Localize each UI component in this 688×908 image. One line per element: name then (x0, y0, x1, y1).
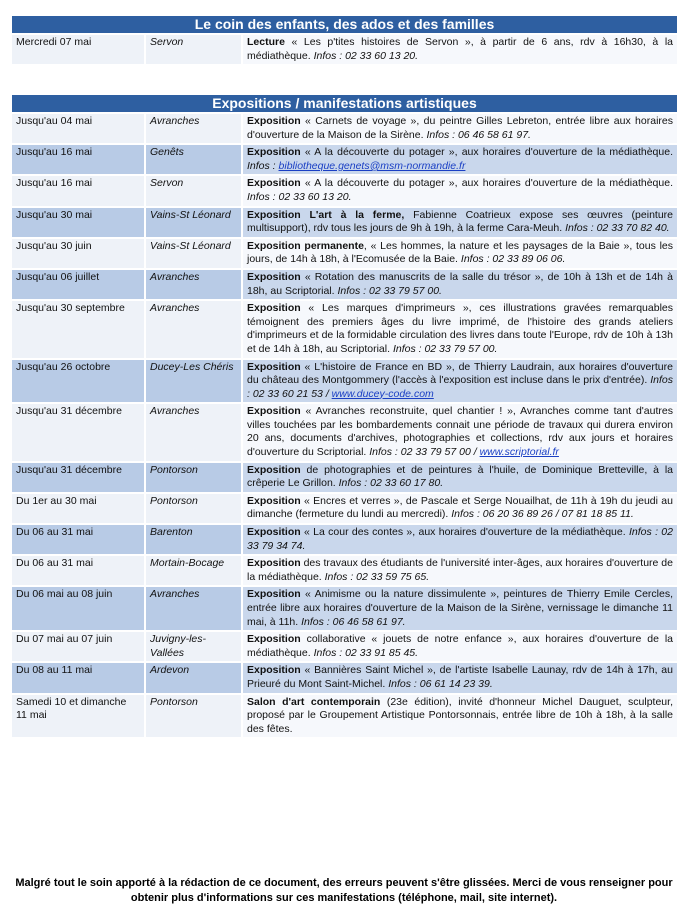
event-type: Exposition (247, 633, 301, 646)
table-row (12, 663, 677, 692)
event-place: Mortain-Bocage (144, 556, 241, 585)
kids-section-title: Le coin des enfants, des ados et des familles (12, 16, 677, 35)
event-contact-info: Infos : 06 46 58 61 97. (301, 615, 406, 628)
event-place: Ducey-Les Chéris (144, 360, 241, 403)
event-date: Jusqu'au 30 septembre (12, 301, 144, 357)
table-row (12, 239, 677, 268)
event-date: Mercredi 07 mai (12, 35, 144, 64)
event-details: « L'histoire de France en BD », de Thierry Laudrain, aux horaires d'ouverture du château des Montgommery (l'accès à l'exposition est incluse dans le prix d'entrée). (247, 360, 673, 387)
event-details: « Les marques d'imprimeurs », ces illustrations gravées remarquables témoignent des premiers âges du livre imprimé, de l'histoire des grands ateliers d'imprimeurs et de la formidable circulation des livres dans toute l'Europe, rdv de 10h à 13h et de 14h à 18h, au Scriptorial. (247, 302, 673, 355)
event-date: Du 07 mai au 07 juin (12, 632, 144, 661)
event-place: Avranches (144, 114, 241, 143)
event-type: Exposition (247, 463, 301, 476)
event-place: Avranches (144, 587, 241, 630)
event-description (241, 35, 677, 64)
event-place: Avranches (144, 301, 241, 357)
kids-section (12, 16, 677, 66)
event-place: Pontorson (144, 695, 241, 738)
event-date: Du 06 au 31 mai (12, 525, 144, 554)
event-date: Du 1er au 30 mai (12, 494, 144, 523)
event-date: Samedi 10 et dimanche 11 mai (12, 695, 144, 738)
kids-table (12, 33, 677, 66)
event-details: Fabienne Coatrieux expose ses œuvres (peinture multisupport), rdv tous les jours de 9h à 19h, à la ferme Cara-Meuh. (247, 208, 673, 235)
event-date: Du 08 au 11 mai (12, 663, 144, 692)
event-type: Exposition (247, 664, 301, 677)
event-description (241, 695, 677, 738)
event-contact-info: Infos : 02 33 60 13 20. (247, 190, 352, 203)
event-place: Barenton (144, 525, 241, 554)
event-type: Exposition (247, 177, 301, 190)
event-contact-info: Infos : 02 33 89 06 06. (460, 253, 566, 266)
event-type: Exposition (247, 270, 301, 283)
event-place: Servon (144, 176, 241, 205)
event-type: Salon d'art contemporain (247, 695, 381, 708)
table-row (12, 360, 677, 403)
table-row (12, 463, 677, 492)
event-details: « A la découverte du potager », aux horaires d'ouverture de la médiathèque. (300, 177, 673, 190)
event-contact-link[interactable]: bibliotheque.genets@msm-normandie.fr (278, 159, 466, 172)
event-date: Jusqu'au 31 décembre (12, 404, 144, 460)
event-type: Exposition L'art à la ferme, (247, 208, 405, 221)
table-row (12, 301, 677, 357)
event-contact-info: Infos : 02 33 60 21 53 / (247, 374, 673, 400)
event-description (241, 494, 677, 523)
event-description (241, 270, 677, 299)
event-contact-info: Infos : (247, 159, 279, 172)
table-row (12, 525, 677, 554)
event-contact-link[interactable]: www.scriptorial.fr (479, 446, 559, 459)
event-date: Jusqu'au 16 mai (12, 145, 144, 174)
event-description (241, 556, 677, 585)
event-date: Jusqu'au 30 juin (12, 239, 144, 268)
event-date: Jusqu'au 16 mai (12, 176, 144, 205)
table-row (12, 114, 677, 143)
event-type: Exposition (247, 588, 301, 601)
event-description (241, 114, 677, 143)
event-date: Jusqu'au 26 octobre (12, 360, 144, 403)
event-date: Jusqu'au 06 juillet (12, 270, 144, 299)
event-description (241, 239, 677, 268)
table-row (12, 556, 677, 585)
exhibitions-table (12, 112, 677, 739)
table-row (12, 632, 677, 661)
event-contact-info: Infos : 06 46 58 61 97. (426, 128, 531, 141)
event-contact-info: Infos : 02 33 79 57 00. (337, 284, 442, 297)
event-details: (23e édition), invité d'honneur Michel Dauguet, sculpteur, proposé par le Groupement Artistique Pontorsonnais, entrée libre de 10h à 18h, à la salle des fêtes. (247, 695, 673, 735)
event-type: Exposition (247, 526, 301, 539)
table-row (12, 404, 677, 460)
event-type: Exposition (247, 115, 301, 127)
event-details: « La cour des contes », aux horaires d'ouverture de la médiathèque. (300, 526, 629, 539)
event-details: , « Les hommes, la nature et les paysages de la Baie », tous les jours, de 14h à 18h, à l'Ecomusée de la Baie. (247, 239, 673, 266)
event-description (241, 176, 677, 205)
event-details: « Animisme ou la nature dissimulente », peintures de Thierry Emile Cercles, entrée libre aux horaires d'ouverture de la Maison de la Sirène, vernissage le dimanche 11 mai, à 11h. (247, 588, 673, 628)
event-details: « A la découverte du potager », aux horaires d'ouverture de la médiathèque. (300, 146, 673, 159)
event-contact-link[interactable]: www.ducey-code.com (331, 387, 434, 400)
disclaimer-notice: Malgré tout le soin apporté à la rédaction de ce document, des erreurs peuvent s'être glissées. Merci de vous renseigner pour obtenir plus d'informations sur ces manifestations (téléphone, mail, site internet). (15, 877, 673, 904)
event-place: Avranches (144, 404, 241, 460)
event-type: Exposition (247, 360, 301, 373)
exhibitions-section (12, 95, 677, 739)
event-description (241, 587, 677, 630)
event-date: Jusqu'au 04 mai (12, 114, 144, 143)
event-contact-info: Infos : 02 33 70 82 40. (565, 222, 670, 235)
event-date: Du 06 mai au 08 juin (12, 587, 144, 630)
event-details: des travaux des étudiants de l'université inter-âges, aux horaires d'ouverture de la médiathèque. (247, 557, 673, 583)
event-place: Pontorson (144, 494, 241, 523)
table-row (12, 145, 677, 174)
event-contact-info: Infos : 02 33 91 85 45. (313, 646, 419, 659)
event-description (241, 208, 677, 237)
event-type: Exposition permanente (247, 239, 364, 252)
event-date: Jusqu'au 31 décembre (12, 463, 144, 492)
event-contact-info: Infos : 02 33 79 34 74. (247, 526, 673, 552)
event-description (241, 404, 677, 460)
table-row (12, 208, 677, 237)
event-place: Vains-St Léonard (144, 239, 241, 268)
event-place: Ardevon (144, 663, 241, 692)
event-place: Servon (144, 35, 241, 64)
event-description (241, 525, 677, 554)
event-description (241, 360, 677, 403)
event-type: Exposition (247, 146, 301, 159)
event-details: « Encres et verres », de Pascale et Serge Nouailhat, de 11h à 19h du jeudi au dimanche (fermeture du lundi au mercredi). (247, 494, 673, 521)
event-type: Exposition (247, 405, 301, 418)
event-details: « Bannières Saint Michel », de l'artiste Isabelle Launay, rdv de 14h à 17h, au Prieuré du Mont Saint-Michel. (247, 664, 673, 690)
event-contact-info: Infos : 02 33 60 13 20. (313, 49, 419, 62)
event-contact-info: Infos : 02 33 60 17 80. (338, 477, 444, 490)
event-date: Jusqu'au 30 mai (12, 208, 144, 237)
event-description (241, 663, 677, 692)
table-row (12, 270, 677, 299)
table-row (12, 176, 677, 205)
event-type: Exposition (247, 494, 301, 507)
event-description (241, 145, 677, 174)
event-place: Avranches (144, 270, 241, 299)
event-contact-info: Infos : 06 20 36 89 26 / 07 81 18 85 11. (451, 508, 634, 521)
event-contact-info: Infos : 02 33 79 57 00. (392, 342, 498, 355)
event-place: Juvigny-les-Vallées (144, 632, 241, 661)
event-type: Exposition (247, 557, 301, 570)
event-details: « Les p'tites histoires de Servon », à partir de 6 ans, rdv à 16h30, à la médiathèque. (247, 36, 673, 62)
event-contact-info: Infos : 02 33 59 75 65. (324, 570, 430, 583)
event-details: de photographies et de peintures à l'huile, de Dominique Bretteville, à la crêperie Le Grillon. (247, 463, 673, 490)
event-details: « Carnets de voyage », du peintre Gilles Lebreton, entrée libre aux horaires d'ouverture de la Maison de la Sirène. (247, 115, 673, 141)
event-place: Pontorson (144, 463, 241, 492)
event-date: Du 06 au 31 mai (12, 556, 144, 585)
table-row (12, 494, 677, 523)
event-place: Vains-St Léonard (144, 208, 241, 237)
event-type: Lecture (247, 36, 285, 48)
event-details: « Rotation des manuscrits de la salle du trésor », de 10h à 13h et de 14h à 18h, au Scriptorial. (247, 270, 673, 297)
event-description (241, 632, 677, 661)
event-description (241, 463, 677, 492)
exhibitions-section-title: Expositions / manifestations artistiques (12, 95, 677, 114)
table-row (12, 587, 677, 630)
event-contact-info: Infos : 02 33 79 57 00 / (369, 446, 480, 459)
table-row (12, 695, 677, 738)
event-details: « Avranches reconstruite, quel chantier ! », Avranches comme tant d'autres villes touchées par les bombardements connait une période de travaux qui durera environ 20 ans, documents d'archives, photographies et collections, rdv aux jours et horaires d'ouverture du Scriptorial. (247, 405, 673, 459)
table-row (12, 35, 677, 64)
event-description (241, 301, 677, 357)
event-details: collaborative « jouets de notre enfance », aux horaires d'ouverture de la médiathèque. (247, 633, 673, 659)
event-place: Genêts (144, 145, 241, 174)
event-contact-info: Infos : 06 61 14 23 39. (388, 677, 493, 690)
event-type: Exposition (247, 302, 301, 315)
